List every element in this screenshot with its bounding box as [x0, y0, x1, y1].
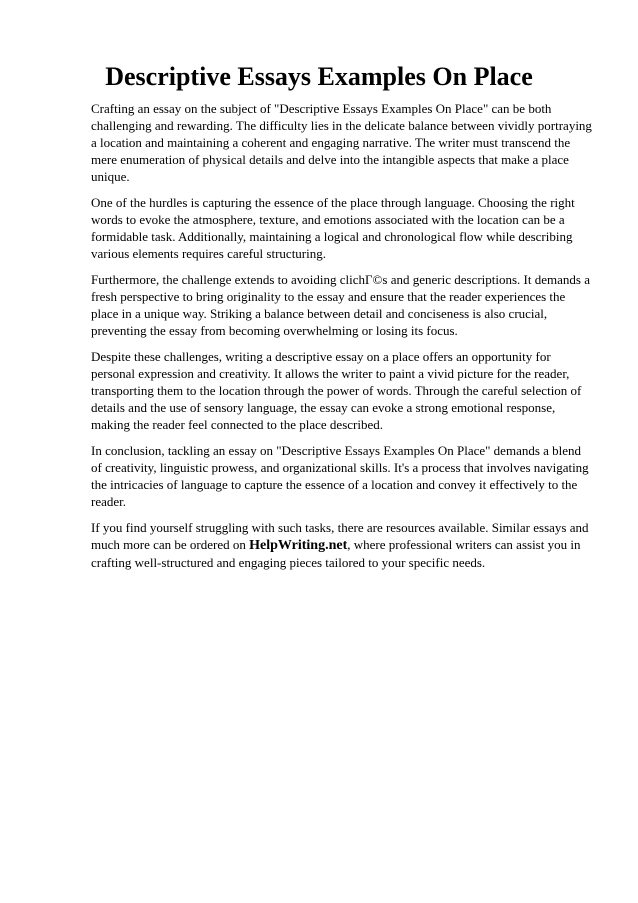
paragraph-2: One of the hurdles is capturing the essence of the place through language. Choosing the right words to evoke the atmosphere, texture, and emotions associated with the location can be a formidable task. Additionally, maintaining a logical and chronological flow while describing various elements requires careful structuring. — [91, 195, 575, 261]
page-title: Descriptive Essays Examples On Place — [105, 62, 533, 91]
paragraph-1: Crafting an essay on the subject of "Descriptive Essays Examples On Place" can be both challenging and rewarding. The difficulty lies in the delicate balance between vividly portraying a location and maintaining a coherent and engaging narrative. The writer must transcend the mere enumeration of physical details and delve into the intangible aspects that make a place unique. — [91, 101, 592, 184]
paragraph-3: Furthermore, the challenge extends to avoiding clichΓ©s and generic descriptions. It demands a fresh perspective to bring originality to the essay and ensure that the reader experiences the place in a unique way. Striking a balance between detail and conciseness is also crucial, preventing the essay from becoming overwhelming or losing its focus. — [91, 272, 590, 338]
closing-text-after: , where professional writers can assist you in crafting well-structured and engaging pieces tailored to your specific needs. — [91, 537, 581, 570]
closing-paragraph — [91, 519, 593, 571]
paragraph-5: In conclusion, tackling an essay on "Descriptive Essays Examples On Place" demands a blend of creativity, linguistic prowess, and organizational skills. It's a process that involves navigating the intricacies of language to capture the essence of a location and convey it effectively to the reader. — [91, 443, 589, 509]
paragraph-4: Despite these challenges, writing a descriptive essay on a place offers an opportunity for personal expression and creativity. It allows the writer to paint a vivid picture for the reader, transporting them to the location through the power of words. Through the careful selection of details and the use of sensory language, the essay can evoke a strong emotional response, making the reader feel connected to the place described. — [91, 349, 582, 432]
helpwriting-link[interactable]: HelpWriting.net — [249, 538, 348, 553]
closing-text-before: If you find yourself struggling with such tasks, there are resources available. Similar essays and much more can be ordered on — [91, 520, 589, 552]
document-body — [91, 100, 593, 580]
